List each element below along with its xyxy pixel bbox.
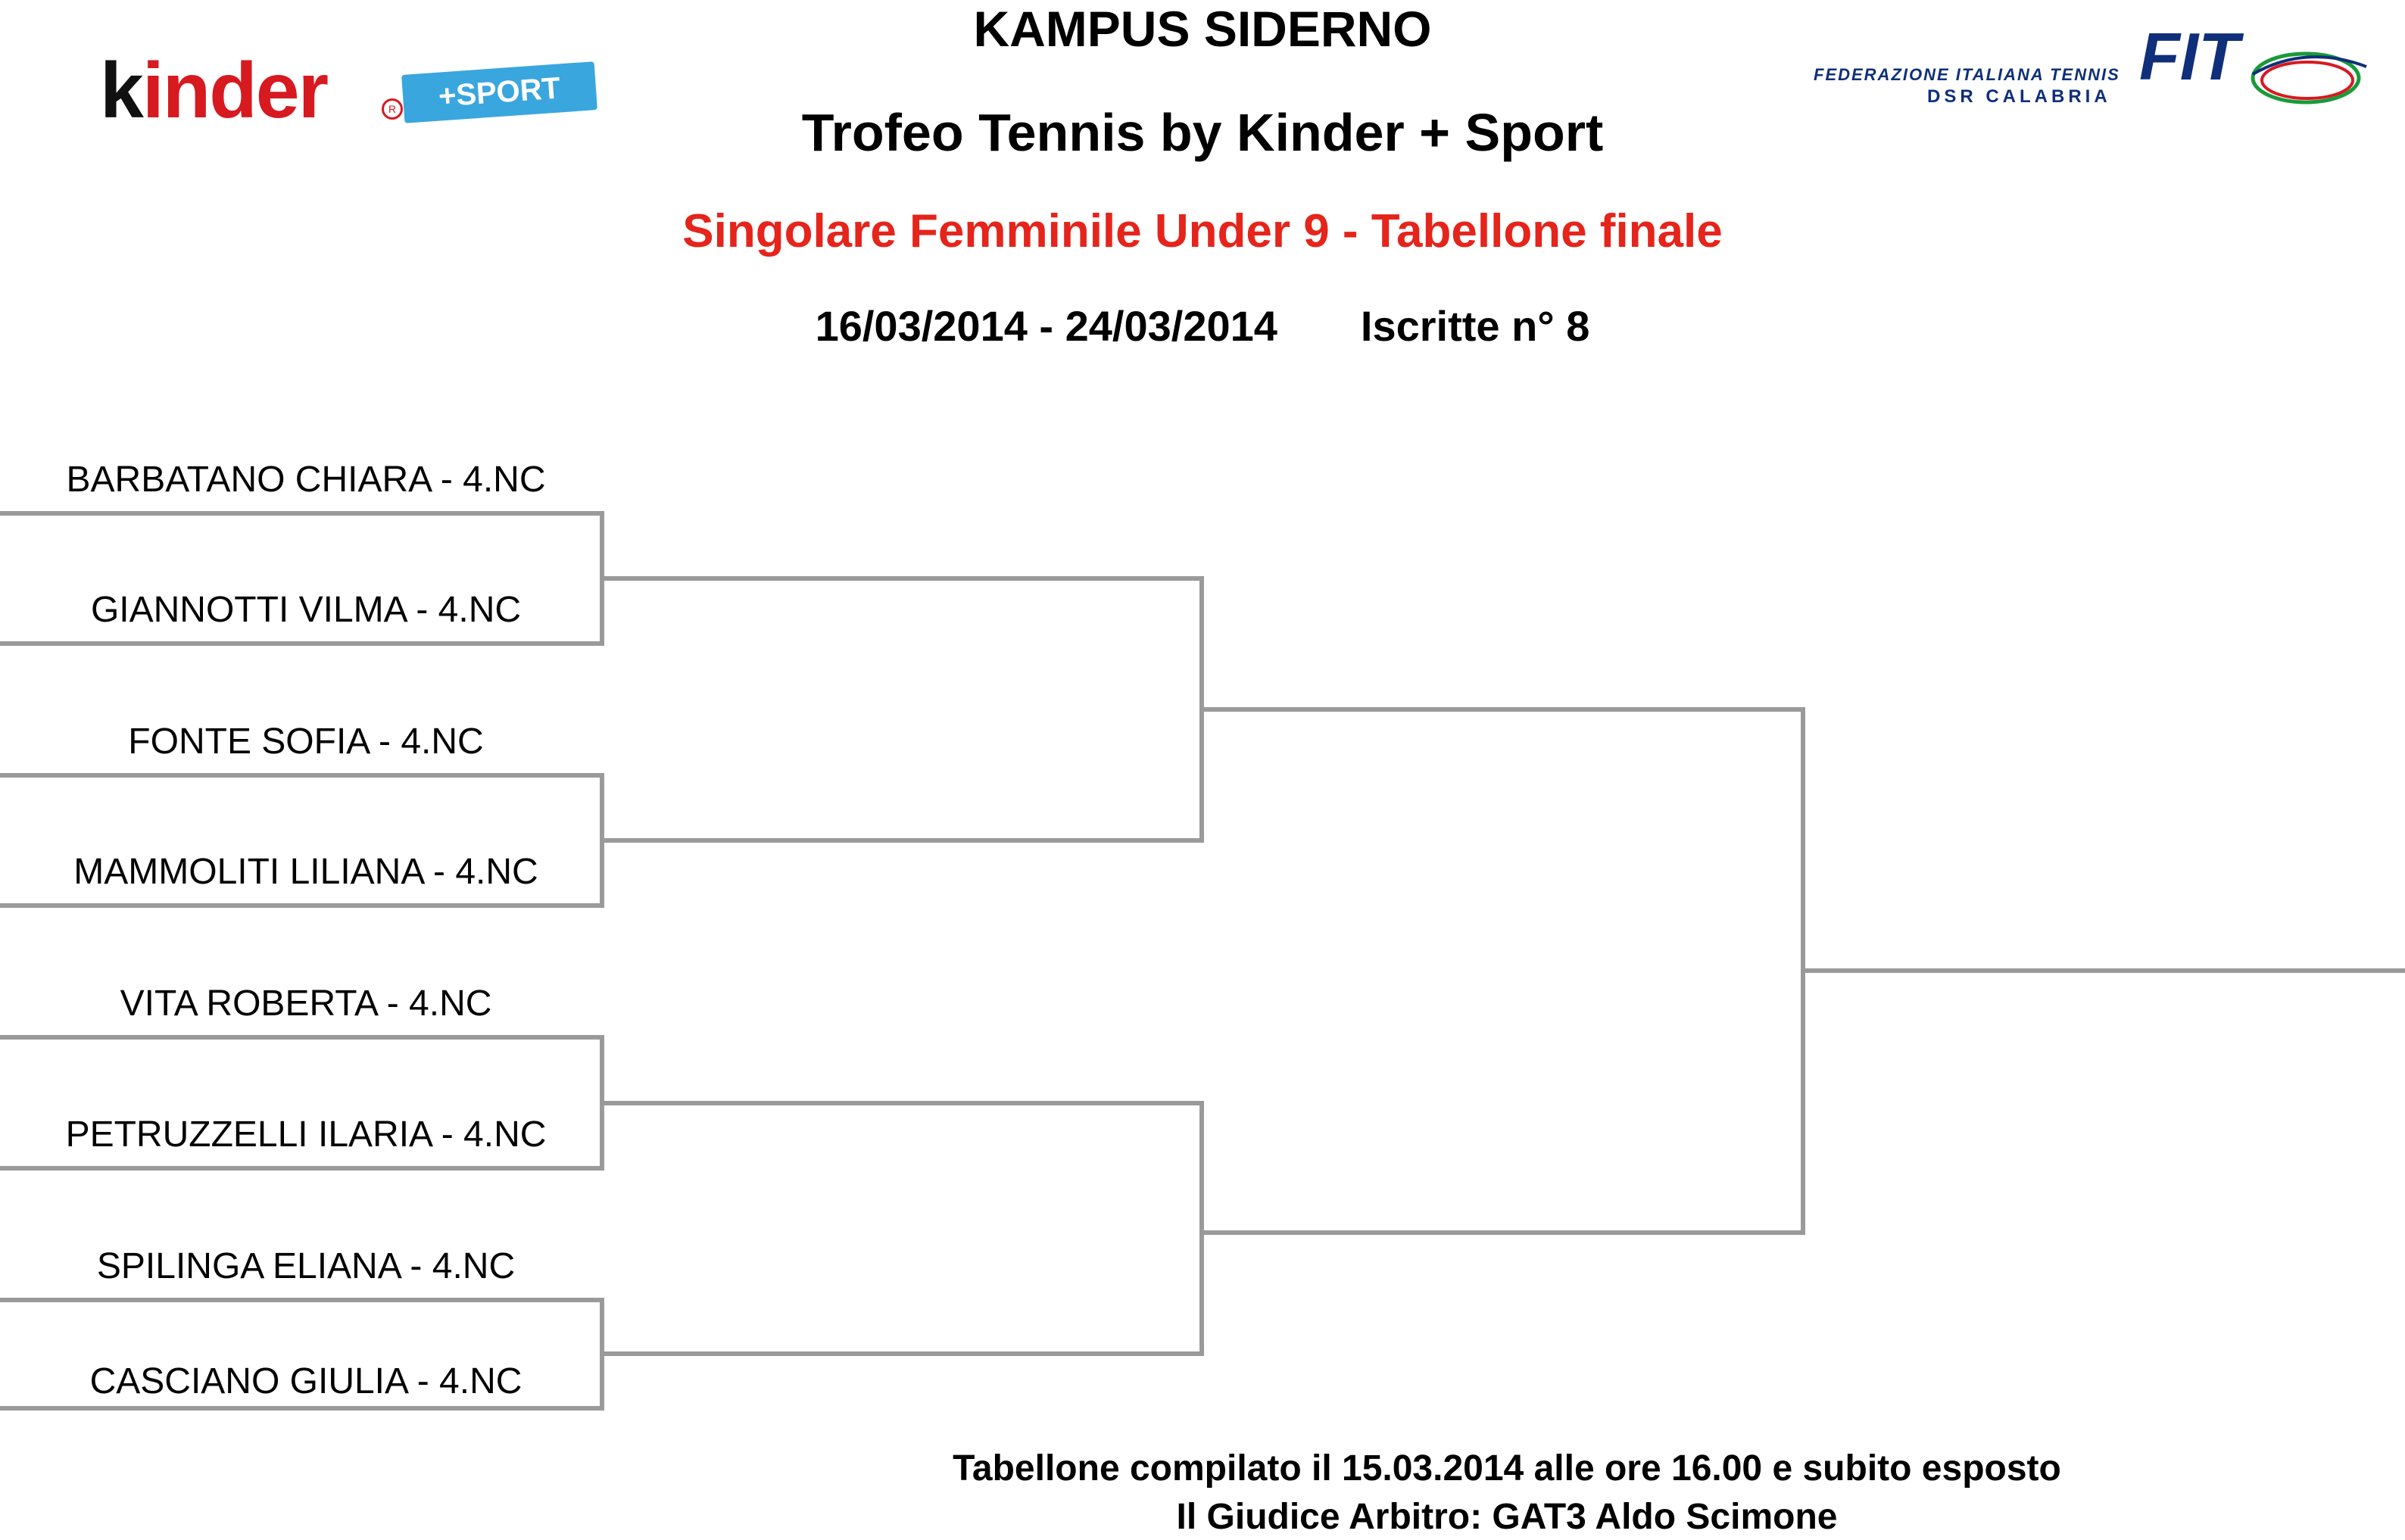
kinder-k: k — [100, 47, 142, 135]
entries-count: Iscritte n° 8 — [1360, 302, 1590, 350]
draw-category: Singolare Femminile Under 9 - Tabellone finale — [682, 205, 1723, 257]
compiled-note: Tabellone compilato il 15.03.2014 alle ore 16.00 e subito esposto — [953, 1448, 2061, 1489]
player-3: FONTE SOFIA - 4.NC — [128, 722, 484, 762]
tournament-dates: 16/03/2014 - 24/03/2014 — [815, 302, 1277, 350]
player-6: PETRUZZELLI ILARIA - 4.NC — [65, 1114, 547, 1155]
registered-mark-icon: R — [382, 98, 403, 120]
semifinal-2-line — [602, 1103, 1202, 1354]
player-1: BARBATANO CHIARA - 4.NC — [66, 460, 546, 500]
page-title: KAMPUS SIDERNO — [973, 1, 1432, 57]
referee-note: Il Giudice Arbitro: GAT3 Aldo Scimone — [1176, 1497, 1838, 1537]
fit-federation-text: FEDERAZIONE ITALIANA TENNIS — [1814, 65, 2120, 84]
player-2: GIANNOTTI VILMA - 4.NC — [90, 590, 522, 630]
player-4: MAMMOLITI LILIANA - 4.NC — [73, 852, 538, 892]
player-5: VITA ROBERTA - 4.NC — [120, 984, 492, 1024]
fit-region-text: DSR CALABRIA — [1927, 86, 2111, 107]
fit-wordmark: FIT — [2139, 19, 2239, 94]
semifinal-1-line — [602, 578, 1202, 840]
sport-badge: +SPORT — [401, 61, 597, 123]
player-7: SPILINGA ELIANA - 4.NC — [96, 1246, 516, 1286]
final-line — [1202, 709, 1803, 1233]
player-8: CASCIANO GIULIA - 4.NC — [89, 1361, 522, 1401]
page-subtitle: Trofeo Tennis by Kinder + Sport — [801, 103, 1604, 162]
kinder-rest: inder — [142, 47, 328, 135]
